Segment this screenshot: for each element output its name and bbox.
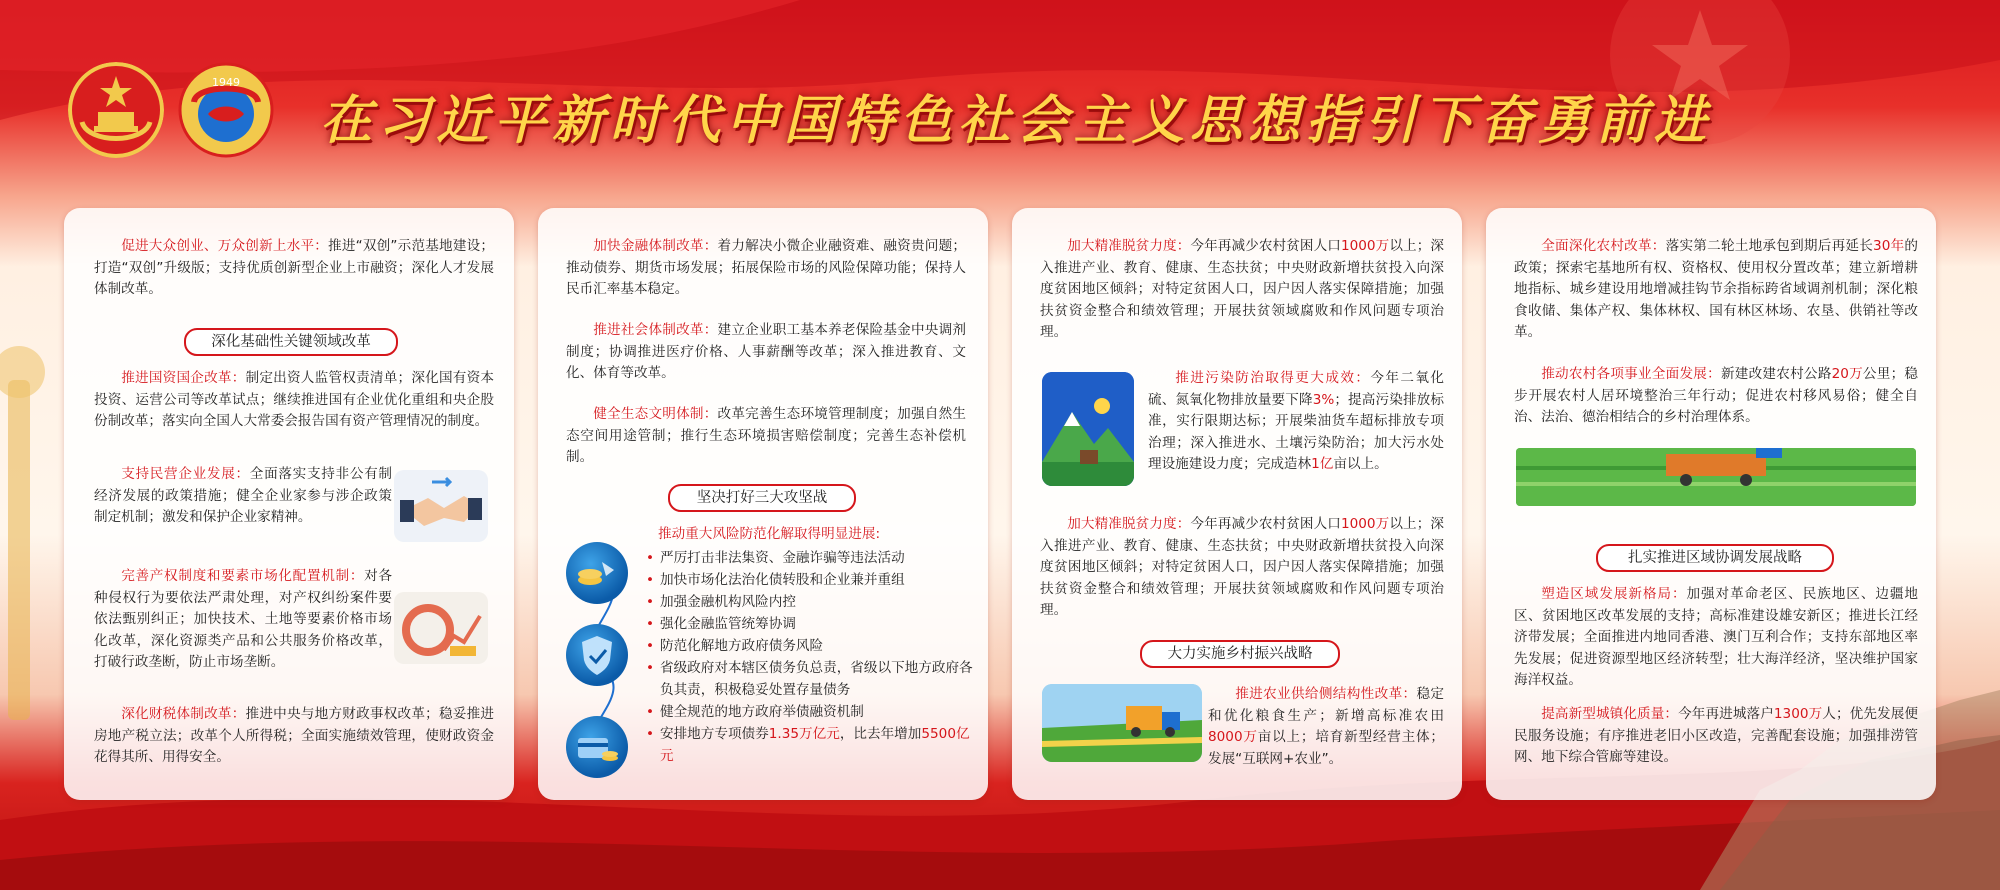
para-poverty-2: 加大精准脱贫力度：今年再减少农村贫困人口1000万以上；深入推进产业、教育、健康、生态扶贫；中央财政新增扶贫投入向深度贫困地区倾斜；对特定贫困人口，因户因人落实保障措施；加强扶贫资金整合和绩效管理；开展扶贫领域腐败和作风问题专项治理。 — [1040, 516, 1445, 618]
panel-poverty — [1012, 208, 1462, 800]
svg-text:1949: 1949 — [212, 76, 240, 89]
coins-icon — [566, 542, 628, 604]
section-pill-three-battles: 坚决打好三大攻坚战 — [668, 484, 856, 512]
list-item: • 防范化解地方政府债务风险 — [646, 638, 824, 654]
crop-field-icon — [1516, 448, 1916, 506]
para-finance-reform: 加快金融体制改革：着力解决小微企业融资难、融资贵问题；推动债券、期货市场发展；拓展保险市场的风险保障功能；保持人民币汇率基本稳定。 — [566, 238, 967, 297]
cppcc-emblem-icon — [178, 62, 274, 158]
list-item: • 健全规范的地方政府举债融资机制 — [646, 704, 864, 720]
panel-rural — [1486, 208, 1936, 800]
para-ecology: 健全生态文明体制：改革完善生态环境管理制度；加强自然生态空间用途管制；推行生态环境损害赔偿制度；完善生态补偿机制。 — [566, 406, 967, 465]
growth-chart-icon — [394, 592, 488, 664]
risk-bullet-list — [646, 547, 974, 767]
list-item: • 强化金融监管统筹协调 — [646, 616, 796, 632]
list-item: • 加强金融机构风险内控 — [646, 594, 796, 610]
section-pill-regional-development: 扎实推进区域协调发展战略 — [1596, 544, 1834, 572]
panel-reform — [64, 208, 514, 800]
handshake-icon — [394, 470, 488, 542]
para-property-rights: 完善产权制度和要素市场化配置机制：对各种侵权行为要依法严肃处理，对产权纠纷案件要依法甄别纠正；加快技术、土地等要素价格市场化改革，深化资源类产品和公共服务价格改革，打破行政垄断，防止市场垄断。 — [94, 568, 393, 670]
para-pollution: 推进污染防治取得更大成效：今年二氧化硫、氮氧化物排放量要下降3%；提高污染排放标准，实行限期达标；开展柴油货车超标排放专项治理；深入推进水、土壤污染防治；加大污水处理设施建设力度；完成造林1亿亩以上。 — [1148, 370, 1445, 472]
shield-icon — [566, 624, 628, 686]
list-item: • 严厉打击非法集资、金融诈骗等违法活动 — [646, 550, 905, 566]
list-item: • 省级政府对本辖区债务负总责，省级以下地方政府各负其责，积极稳妥处置存量债务 — [646, 660, 973, 698]
para-private-enterprise: 支持民营企业发展：全面落实支持非公有制经济发展的政策措施；健全企业家参与涉企政策制定机制；激发和保护企业家精神。 — [94, 466, 392, 525]
para-rural-development: 推动农村各项事业全面发展：新建改建农村公路20万公里；稳步开展农村人居环境整治三年行动；促进农村移风易俗；健全自治、法治、德治相结合的乡村治理体系。 — [1514, 366, 1918, 425]
page-title: 在习近平新时代中国特色社会主义思想指引下奋勇前进 — [320, 90, 1713, 151]
section-pill-basic-reform: 深化基础性关键领域改革 — [184, 328, 398, 356]
para-fiscal-reform: 深化财税体制改革：推进中央与地方财政事权改革；稳妥推进房地产税立法；改革个人所得税；全面实施绩效管理，使财政资金花得其所、用得安全。 — [94, 706, 495, 765]
para-soe-reform: 推进国资国企改革：制定出资人监管权责清单；深化国有资本投资、运营公司等改革试点；继续推进国有企业优化重组和央企股份制改革；落实向全国人大常委会报告国有资产管理情况的制度。 — [94, 370, 495, 429]
farm-truck-icon — [1042, 684, 1202, 762]
section-pill-rural-revitalization: 大力实施乡村振兴战略 — [1140, 640, 1340, 668]
list-item: • 安排地方专项债券1.35万亿元，比去年增加5500亿元 — [646, 726, 970, 764]
bank-card-icon — [566, 716, 628, 778]
para-poverty-1: 加大精准脱贫力度：今年再减少农村贫困人口1000万以上；深入推进产业、教育、健康、生态扶贫；中央财政新增扶贫投入向深度贫困地区倾斜；对特定贫困人口，因户因人落实保障措施；加强扶贫资金整合和绩效管理；开展扶贫领域腐败和作风问题专项治理。 — [1040, 238, 1445, 340]
para-agriculture: 推进农业供给侧结构性改革：稳定和优化粮食生产；新增高标准农田8000万亩以上；培育新型经营主体；发展“互联网+农业”。 — [1208, 686, 1445, 767]
para-regional-pattern: 塑造区域发展新格局：加强对革命老区、民族地区、边疆地区、贫困地区改革发展的支持；高标准建设雄安新区；推进长江经济带发展；全面推进内地同香港、澳门互利合作；支持东部地区率先发展；促进资源型地区经济转型；壮大海洋经济，坚决维护国家海洋权益。 — [1514, 586, 1919, 688]
header — [0, 0, 2000, 200]
para-social-reform: 推进社会体制改革：建立企业职工基本养老保险基金中央调剂制度；协调推进医疗价格、人事薪酬等改革；深入推进教育、文化、体育等改革。 — [566, 322, 967, 381]
risk-subtitle: 推动重大风险防范化解取得明显进展: — [658, 526, 881, 542]
para-innovation: 促进大众创业、万众创新上水平：推进“双创”示范基地建设；打造“双创”升级版；支持优质创新型企业上市融资；深化人才发展体制改革。 — [94, 238, 494, 297]
panel-finance — [538, 208, 988, 800]
national-emblem-icon — [68, 62, 164, 158]
para-rural-reform: 全面深化农村改革：落实第二轮土地承包到期后再延长30年的政策；探索宅基地所有权、资格权、使用权分置改革；建立新增耕地指标、城乡建设用地增减挂钩节余指标跨省域调剂机制；深化粮食收储、集体产权、集体林权、国有林区林场、农垦、供销社等改革。 — [1514, 238, 1918, 340]
para-urbanization: 提高新型城镇化质量：今年再进城落户1300万人；优先发展便民服务设施；有序推进老旧小区改造，完善配套设施；加强排涝管网、地下综合管廊等建设。 — [1514, 706, 1919, 765]
list-item: • 加快市场化法治化债转股和企业兼并重组 — [646, 572, 905, 588]
mountain-landscape-icon — [1042, 372, 1134, 486]
